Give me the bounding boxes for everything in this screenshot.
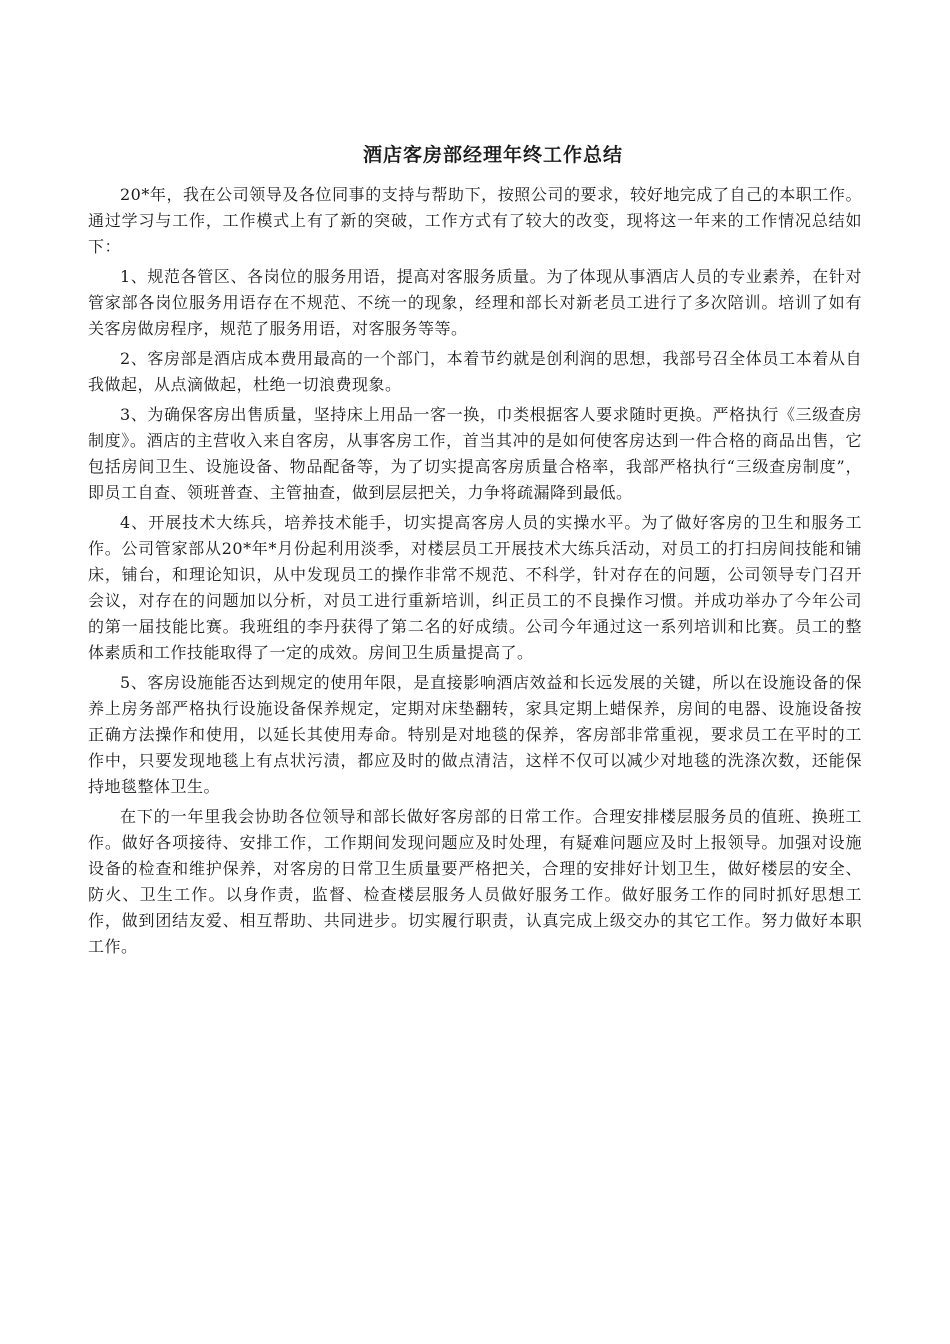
paragraph-item-1: 1、规范各管区、各岗位的服务用语，提高对客服务质量。为了体现从事酒店人员的专业素养，在针对管家部各岗位服务用语存在不规范、不统一的现象，经理和部长对新老员工进行了多次陪训。培训了如有关客房做房程序，规范了服务用语，对客服务等等。 bbox=[88, 267, 862, 338]
paragraph-intro: 20*年，我在公司领导及各位同事的支持与帮助下，按照公司的要求，较好地完成了自己的本职工作。通过学习与工作，工作模式上有了新的突破，工作方式有了较大的改变，现将这一年来的工作情况总结如下： bbox=[88, 185, 862, 256]
paragraph-conclusion: 在下的一年里我会协助各位领导和部长做好客房部的日常工作。合理安排楼层服务员的值班、换班工作。做好各项接待、安排工作，工作期间发现问题应及时处理，有疑难问题应及时上报领导。加强对设施设备的检查和维护保养，对客房的日常卫生质量要严格把关，合理的安排好计划卫生，做好楼层的安全、防火、卫生工作。以身作责，监督、检查楼层服务人员做好服务工作。做好服务工作的同时抓好思想工作，做到团结友爱、相互帮助、共同进步。切实履行职责，认真完成上级交办的其它工作。努力做好本职工作。 bbox=[88, 807, 862, 956]
paragraph-item-5: 5、客房设施能否达到规定的使用年限，是直接影响酒店效益和长远发展的关键，所以在设施设备的保养上房务部严格执行设施设备保养规定，定期对床垫翻转，家具定期上蜡保养，房间的电器、设施设备按正确方法操作和使用，以延长其使用寿命。特别是对地毯的保养，客房部非常重视，要求员工在平时的工作中，只要发现地毯上有点状污渍，都应及时的做点清洁，这样不仅可以减少对地毯的洗涤次数，还能保持地毯整体卫生。 bbox=[88, 673, 862, 796]
paragraph-item-3: 3、为确保客房出售质量，坚持床上用品一客一换，巾类根据客人要求随时更换。严格执行《三级查房制度》。酒店的主营收入来自客房，从事客房工作，首当其冲的是如何使客房达到一件合格的商品出售，它包括房间卫生、设施设备、物品配备等，为了切实提高客房质量合格率，我部严格执行“三级查房制度”，即员工自查、领班普查、主管抽查，做到层层把关，力争将疏漏降到最低。 bbox=[88, 405, 862, 502]
document-title: 酒店客房部经理年终工作总结 bbox=[362, 144, 623, 166]
paragraph-item-2: 2、客房部是酒店成本费用最高的一个部门，本着节约就是创利润的思想，我部号召全体员工本着从自我做起，从点滴做起，杜绝一切浪费现象。 bbox=[88, 349, 862, 394]
document-page bbox=[88, 140, 862, 964]
paragraph-item-4: 4、开展技术大练兵，培养技术能手，切实提高客房人员的实操水平。为了做好客房的卫生和服务工作。公司管家部从20*年*月份起利用淡季，对楼层员工开展技术大练兵活动，对员工的打扫房间技能和铺床，铺台，和理论知识，从中发现员工的操作非常不规范、不科学，针对存在的问题，公司领导专门召开会议，对存在的问题加以分析，对员工进行重新培训，纠正员工的不良操作习惯。并成功举办了今年公司的第一届技能比赛。我班组的李丹获得了第二名的好成绩。公司今年通过这一系列培训和比赛。员工的整体素质和工作技能取得了一定的成效。房间卫生质量提高了。 bbox=[88, 513, 862, 662]
